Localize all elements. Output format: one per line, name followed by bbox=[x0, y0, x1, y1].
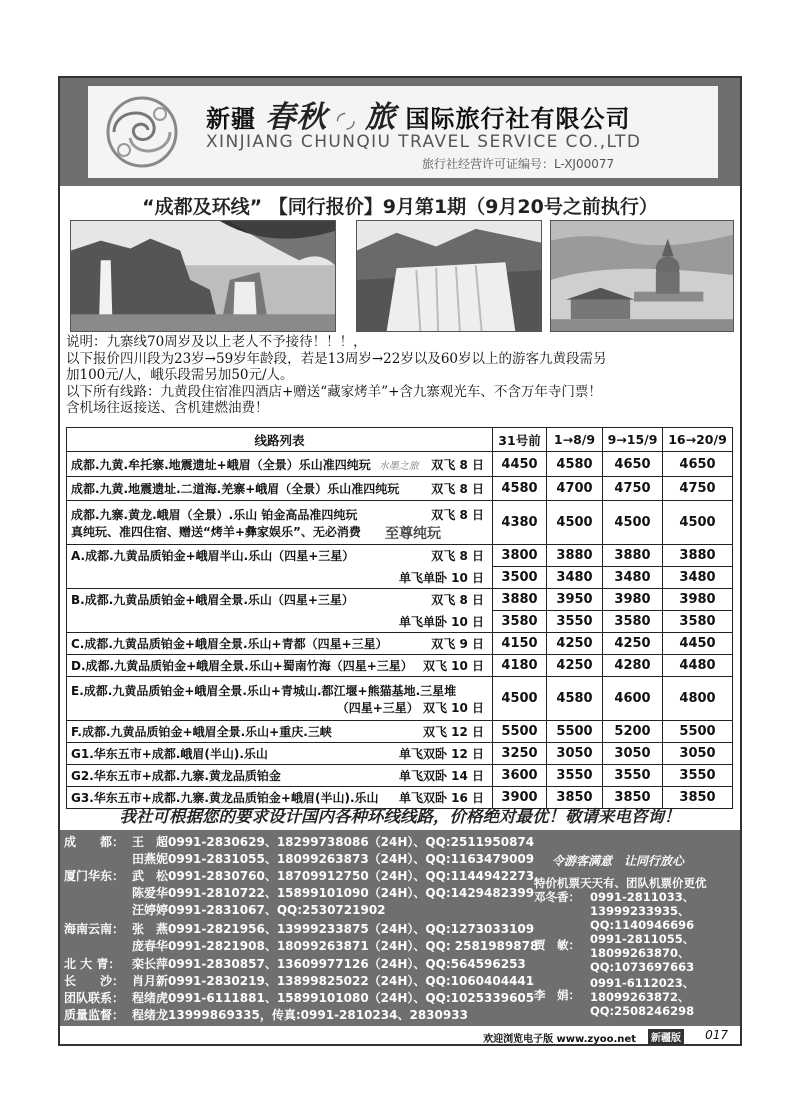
price-cell: 4650 bbox=[603, 452, 663, 477]
flight-duration: 单飞双卧 16 日 bbox=[398, 791, 484, 805]
price-cell: 4500 bbox=[547, 501, 603, 545]
route-cell bbox=[67, 477, 493, 501]
price-cell: 3550 bbox=[663, 765, 733, 787]
flight-duration: 双飞 8 日 bbox=[431, 593, 484, 608]
flight-duration: 单飞单卧 10 日 bbox=[398, 614, 484, 629]
ticket-contact-name: 李 娟： bbox=[534, 988, 580, 1002]
ticket-sidebar bbox=[532, 834, 736, 1022]
route-cell bbox=[67, 501, 493, 545]
route-name: 成都.九黄.牟托寨.地震遗址+峨眉（全景）乐山准四纯玩 bbox=[71, 457, 371, 472]
route-name: B.成都.九黄品质铂金+峨眉全景.乐山（四星+三星） bbox=[71, 593, 354, 608]
price-cell: 4150 bbox=[493, 633, 547, 655]
contact-text: 庞春华0991-2821908、18099263871（24H）、QQ: 2581989878 bbox=[132, 939, 539, 953]
price-cell: 3900 bbox=[493, 787, 547, 809]
route-detail: 真纯玩、准四住宿、赠送“烤羊+彝家娱乐”、无必消费 bbox=[71, 524, 361, 539]
price-cell: 4380 bbox=[493, 501, 547, 545]
flight-duration: 双飞 8 日 bbox=[431, 482, 484, 496]
route-cell bbox=[67, 589, 493, 611]
contact-text: 汪婷婷0991-2831067、QQ:2530721902 bbox=[132, 903, 386, 917]
contact-label: 团队联系： bbox=[64, 991, 125, 1005]
price-cell: 3580 bbox=[663, 611, 733, 633]
contact-text: 王 超0991-2830629、18299738086（24H）、QQ:2511950874 bbox=[132, 835, 535, 849]
price-cell: 3800 bbox=[493, 545, 547, 567]
price-cell: 5500 bbox=[547, 721, 603, 743]
contact-label: 厦门华东： bbox=[64, 869, 125, 883]
notes-block bbox=[66, 334, 736, 417]
footer bbox=[60, 1028, 740, 1044]
price-cell: 3050 bbox=[663, 743, 733, 765]
ticket-contact-line: 13999233935、 bbox=[590, 904, 690, 918]
contact-text: 程绪虎0991-6111881、15899101080（24H）、QQ:1025339605 bbox=[132, 991, 535, 1005]
price-cell: 3550 bbox=[547, 765, 603, 787]
contact-row bbox=[64, 1007, 468, 1023]
price-cell: 5200 bbox=[603, 721, 663, 743]
header-1-8: 1→8/9 bbox=[547, 428, 603, 452]
price-cell: 4650 bbox=[663, 452, 733, 477]
contact-text: 栾长萍0991-2830857、13609977126（24H）、QQ:564596253 bbox=[132, 957, 526, 971]
contact-row bbox=[64, 990, 534, 1006]
route-detail: （四星+三星） bbox=[336, 700, 419, 715]
price-cell: 3480 bbox=[603, 567, 663, 589]
route-cell bbox=[67, 545, 493, 567]
photo-golden-statue-temple bbox=[550, 220, 734, 332]
contact-label: 质量监督： bbox=[64, 1008, 125, 1022]
contact-text: 肖月新0991-2830219、13899825022（24H）、QQ:1060404441 bbox=[132, 974, 535, 988]
price-cell: 3600 bbox=[493, 765, 547, 787]
price-cell: 3850 bbox=[603, 787, 663, 809]
ticket-contact-line: 18099263870、 bbox=[590, 946, 690, 960]
header-route-list: 线路列表 bbox=[67, 428, 493, 452]
route-cell bbox=[67, 452, 493, 477]
route-name: A.成都.九黄品质铂金+峨眉半山.乐山（四星+三星） bbox=[71, 549, 355, 564]
note-line: 加100元/人，峨乐段需另加50元/人。 bbox=[66, 367, 294, 383]
price-cell: 3980 bbox=[663, 589, 733, 611]
company-name-part2: 国际旅行社有限公司 bbox=[405, 105, 631, 133]
premium-badge: 至尊纯玩 bbox=[385, 526, 441, 542]
contact-text: 武 松0991-2830760、18709912750（24H）、QQ:1144942273 bbox=[132, 869, 535, 883]
contact-block bbox=[60, 830, 740, 1026]
price-cell: 4280 bbox=[603, 655, 663, 677]
flight-duration: 双飞 10 日 bbox=[422, 700, 484, 715]
price-cell: 4500 bbox=[603, 501, 663, 545]
ticket-heading: 特价机票天天有、团队机票价更优 bbox=[534, 876, 707, 890]
flight-duration: 双飞 10 日 bbox=[422, 659, 484, 673]
route-name: 成都.九寨.黄龙.峨眉（全景）.乐山 铂金高品准四纯玩 bbox=[71, 507, 358, 522]
flight-duration: 单飞双卧 12 日 bbox=[398, 747, 484, 761]
table-row bbox=[67, 677, 733, 721]
ticket-contact-line: 0991-2811033、 bbox=[590, 890, 695, 904]
flight-duration: 双飞 9 日 bbox=[431, 637, 484, 651]
price-cell: 3550 bbox=[603, 765, 663, 787]
header-before-31: 31号前 bbox=[493, 428, 547, 452]
price-cell: 3580 bbox=[603, 611, 663, 633]
note-line: 含机场往返接送、含机建燃油费！ bbox=[66, 400, 269, 416]
table-row bbox=[67, 611, 733, 633]
ticket-contact-name: 贾 敏： bbox=[534, 938, 580, 952]
price-cell: 3980 bbox=[603, 589, 663, 611]
price-cell: 5500 bbox=[663, 721, 733, 743]
license-number: 旅行社经营许可证编号：L-XJ00077 bbox=[422, 157, 615, 171]
note-line: 说明：九寨线70周岁及以上老人不予接待！！！， bbox=[66, 334, 367, 350]
route-cell bbox=[67, 633, 493, 655]
price-cell: 4800 bbox=[663, 677, 733, 721]
price-cell: 4500 bbox=[493, 677, 547, 721]
route-cell bbox=[67, 721, 493, 743]
contact-text: 张 燕0991-2821956、13999233875（24H）、QQ:1273033109 bbox=[132, 922, 535, 936]
contact-text: 陈爱华0991-2810722、15899101090（24H）、QQ:1429482399 bbox=[132, 886, 535, 900]
table-row bbox=[67, 633, 733, 655]
price-cell: 3880 bbox=[493, 589, 547, 611]
ticket-contact-line: 0991-2811055、 bbox=[590, 932, 695, 946]
flight-duration: 双飞 8 日 bbox=[431, 457, 484, 472]
table-row bbox=[67, 545, 733, 567]
route-cell bbox=[67, 567, 493, 589]
route-cell bbox=[67, 655, 493, 677]
header-9-15: 9→15/9 bbox=[603, 428, 663, 452]
slogan: 我社可根据您的要求设计国内各种环线线路，价格绝对最优！敬请来电咨询！ bbox=[119, 807, 681, 826]
header-banner bbox=[60, 78, 740, 186]
table-row bbox=[67, 589, 733, 611]
ticket-contact-line: QQ:2508246298 bbox=[590, 1004, 695, 1018]
contact-label: 北 大 青： bbox=[64, 957, 121, 971]
price-cell: 3050 bbox=[547, 743, 603, 765]
price-cell: 4580 bbox=[547, 452, 603, 477]
price-cell: 3480 bbox=[663, 567, 733, 589]
price-cell: 4180 bbox=[493, 655, 547, 677]
photo-waterfall-valley bbox=[356, 220, 542, 332]
route-name: F.成都.九黄品质铂金+峨眉全景.乐山+重庆.三峡 bbox=[71, 725, 332, 739]
swirl-icon: ◜◞ bbox=[336, 108, 356, 133]
price-cell: 4450 bbox=[663, 633, 733, 655]
route-name: C.成都.九黄品质铂金+峨眉全景.乐山+青都（四星+三星） bbox=[71, 637, 388, 651]
footer-edition: 新疆版 bbox=[648, 1029, 684, 1044]
route-name: E.成都.九黄品质铂金+峨眉全景.乐山+青城山.都江堰+熊猫基地.三星堆 bbox=[71, 683, 457, 698]
flight-duration: 单飞双卧 14 日 bbox=[398, 769, 484, 783]
price-cell: 3050 bbox=[603, 743, 663, 765]
price-cell: 4250 bbox=[547, 633, 603, 655]
company-name-en: XINJIANG CHUNQIU TRAVEL SERVICE CO.,LTD bbox=[206, 132, 642, 152]
price-cell: 4450 bbox=[493, 452, 547, 477]
price-cell: 4250 bbox=[603, 633, 663, 655]
price-cell: 4750 bbox=[663, 477, 733, 501]
flight-duration: 单飞单卧 10 日 bbox=[398, 570, 484, 585]
flight-duration: 双飞 8 日 bbox=[431, 507, 484, 522]
ticket-contact-line: 18099263872、 bbox=[590, 990, 690, 1004]
price-table bbox=[66, 427, 733, 809]
route-cell bbox=[67, 611, 493, 633]
footer-website[interactable]: 欢迎浏览电子版 www.zyoo.net bbox=[483, 1034, 636, 1045]
table-row bbox=[67, 452, 733, 477]
photo-waterfall-cliff bbox=[70, 220, 336, 332]
price-cell: 4500 bbox=[663, 501, 733, 545]
route-name: G3.华东五市+成都.九寨.黄龙品质铂金+峨眉(半山).乐山 bbox=[71, 791, 379, 805]
contact-row bbox=[64, 902, 386, 918]
company-name-cn bbox=[206, 92, 630, 136]
price-cell: 3880 bbox=[603, 545, 663, 567]
ticket-contact-line: QQ:1140946696 bbox=[590, 918, 695, 932]
page-frame bbox=[58, 76, 742, 1046]
contact-label: 成 都： bbox=[64, 835, 125, 849]
flight-duration: 双飞 12 日 bbox=[422, 725, 484, 739]
price-cell: 3250 bbox=[493, 743, 547, 765]
page-number: 017 bbox=[705, 1028, 728, 1042]
price-cell: 3850 bbox=[663, 787, 733, 809]
price-cell: 4580 bbox=[547, 677, 603, 721]
ticket-contact-line: 0991-6112023、 bbox=[590, 976, 695, 990]
price-cell: 4700 bbox=[547, 477, 603, 501]
price-cell: 3480 bbox=[547, 567, 603, 589]
price-cell: 3850 bbox=[547, 787, 603, 809]
page-title: “成都及环线” 【同行报价】9月第1期（9月20号之前执行） bbox=[142, 196, 658, 218]
contact-row bbox=[64, 973, 534, 989]
ticket-contact-name: 邓冬香： bbox=[534, 890, 580, 904]
price-cell: 4600 bbox=[603, 677, 663, 721]
motto: 令游客满意 让同行放心 bbox=[552, 854, 685, 868]
table-row bbox=[67, 765, 733, 787]
contact-row bbox=[64, 851, 534, 867]
table-row bbox=[67, 721, 733, 743]
price-cell: 5500 bbox=[493, 721, 547, 743]
table-row bbox=[67, 501, 733, 545]
header-banner-inner bbox=[88, 86, 718, 178]
table-row bbox=[67, 655, 733, 677]
contact-row bbox=[64, 956, 526, 972]
price-cell: 3880 bbox=[547, 545, 603, 567]
route-name: 成都.九黄.地震遗址.二道海.羌寨+峨眉（全景）乐山准四纯玩 bbox=[71, 482, 400, 496]
ticket-contact-line: QQ:1073697663 bbox=[590, 960, 695, 974]
contact-text: 田燕妮0991-2831055、18099263873（24H）、QQ:1163479009 bbox=[132, 852, 535, 866]
contact-row bbox=[64, 938, 538, 954]
price-cell: 3880 bbox=[663, 545, 733, 567]
price-cell: 3950 bbox=[547, 589, 603, 611]
route-cell bbox=[67, 677, 493, 721]
table-row bbox=[67, 567, 733, 589]
route-cell bbox=[67, 743, 493, 765]
contact-label: 长 沙： bbox=[64, 974, 125, 988]
route-name: G2.华东五市+成都.九寨.黄龙品质铂金 bbox=[71, 769, 281, 783]
table-header-row bbox=[67, 428, 733, 452]
price-cell: 3580 bbox=[493, 611, 547, 633]
company-name-part1: 新疆 bbox=[206, 105, 256, 133]
price-cell: 3550 bbox=[547, 611, 603, 633]
price-cell: 4580 bbox=[493, 477, 547, 501]
price-cell: 3500 bbox=[493, 567, 547, 589]
header-16-20: 16→20/9 bbox=[663, 428, 733, 452]
company-name-script2: 旅 bbox=[365, 100, 397, 135]
flight-duration: 双飞 8 日 bbox=[431, 549, 484, 564]
contact-label: 海南云南： bbox=[64, 922, 125, 936]
route-name: D.成都.九黄品质铂金+峨眉全景.乐山+蜀南竹海（四星+三星） bbox=[71, 659, 413, 673]
route-name: G1.华东五市+成都.峨眉(半山).乐山 bbox=[71, 747, 268, 761]
contact-row bbox=[64, 921, 534, 937]
contact-text: 程绪龙13999869335，传真:0991-2810234、2830933 bbox=[132, 1008, 468, 1022]
price-cell: 4250 bbox=[547, 655, 603, 677]
route-cell bbox=[67, 765, 493, 787]
company-name-script: 春秋 bbox=[265, 100, 328, 135]
table-row bbox=[67, 477, 733, 501]
note-line: 以下所有线路：九黄段住宿准四酒店+赠送“藏家烤羊”+含九寨观光车、不含万年寺门票！ bbox=[66, 383, 602, 400]
note-line: 以下报价四川段为23岁→59岁年龄段，若是13周岁→22岁以及60岁以上的游客九黄段需另 bbox=[66, 350, 607, 367]
contact-row bbox=[64, 834, 534, 850]
price-cell: 4750 bbox=[603, 477, 663, 501]
price-cell: 4480 bbox=[663, 655, 733, 677]
company-logo-swirl bbox=[94, 92, 190, 172]
brand-stamp: 水墨之旅 bbox=[378, 460, 419, 472]
contact-row bbox=[64, 868, 534, 884]
table-row bbox=[67, 743, 733, 765]
contact-row bbox=[64, 885, 534, 901]
